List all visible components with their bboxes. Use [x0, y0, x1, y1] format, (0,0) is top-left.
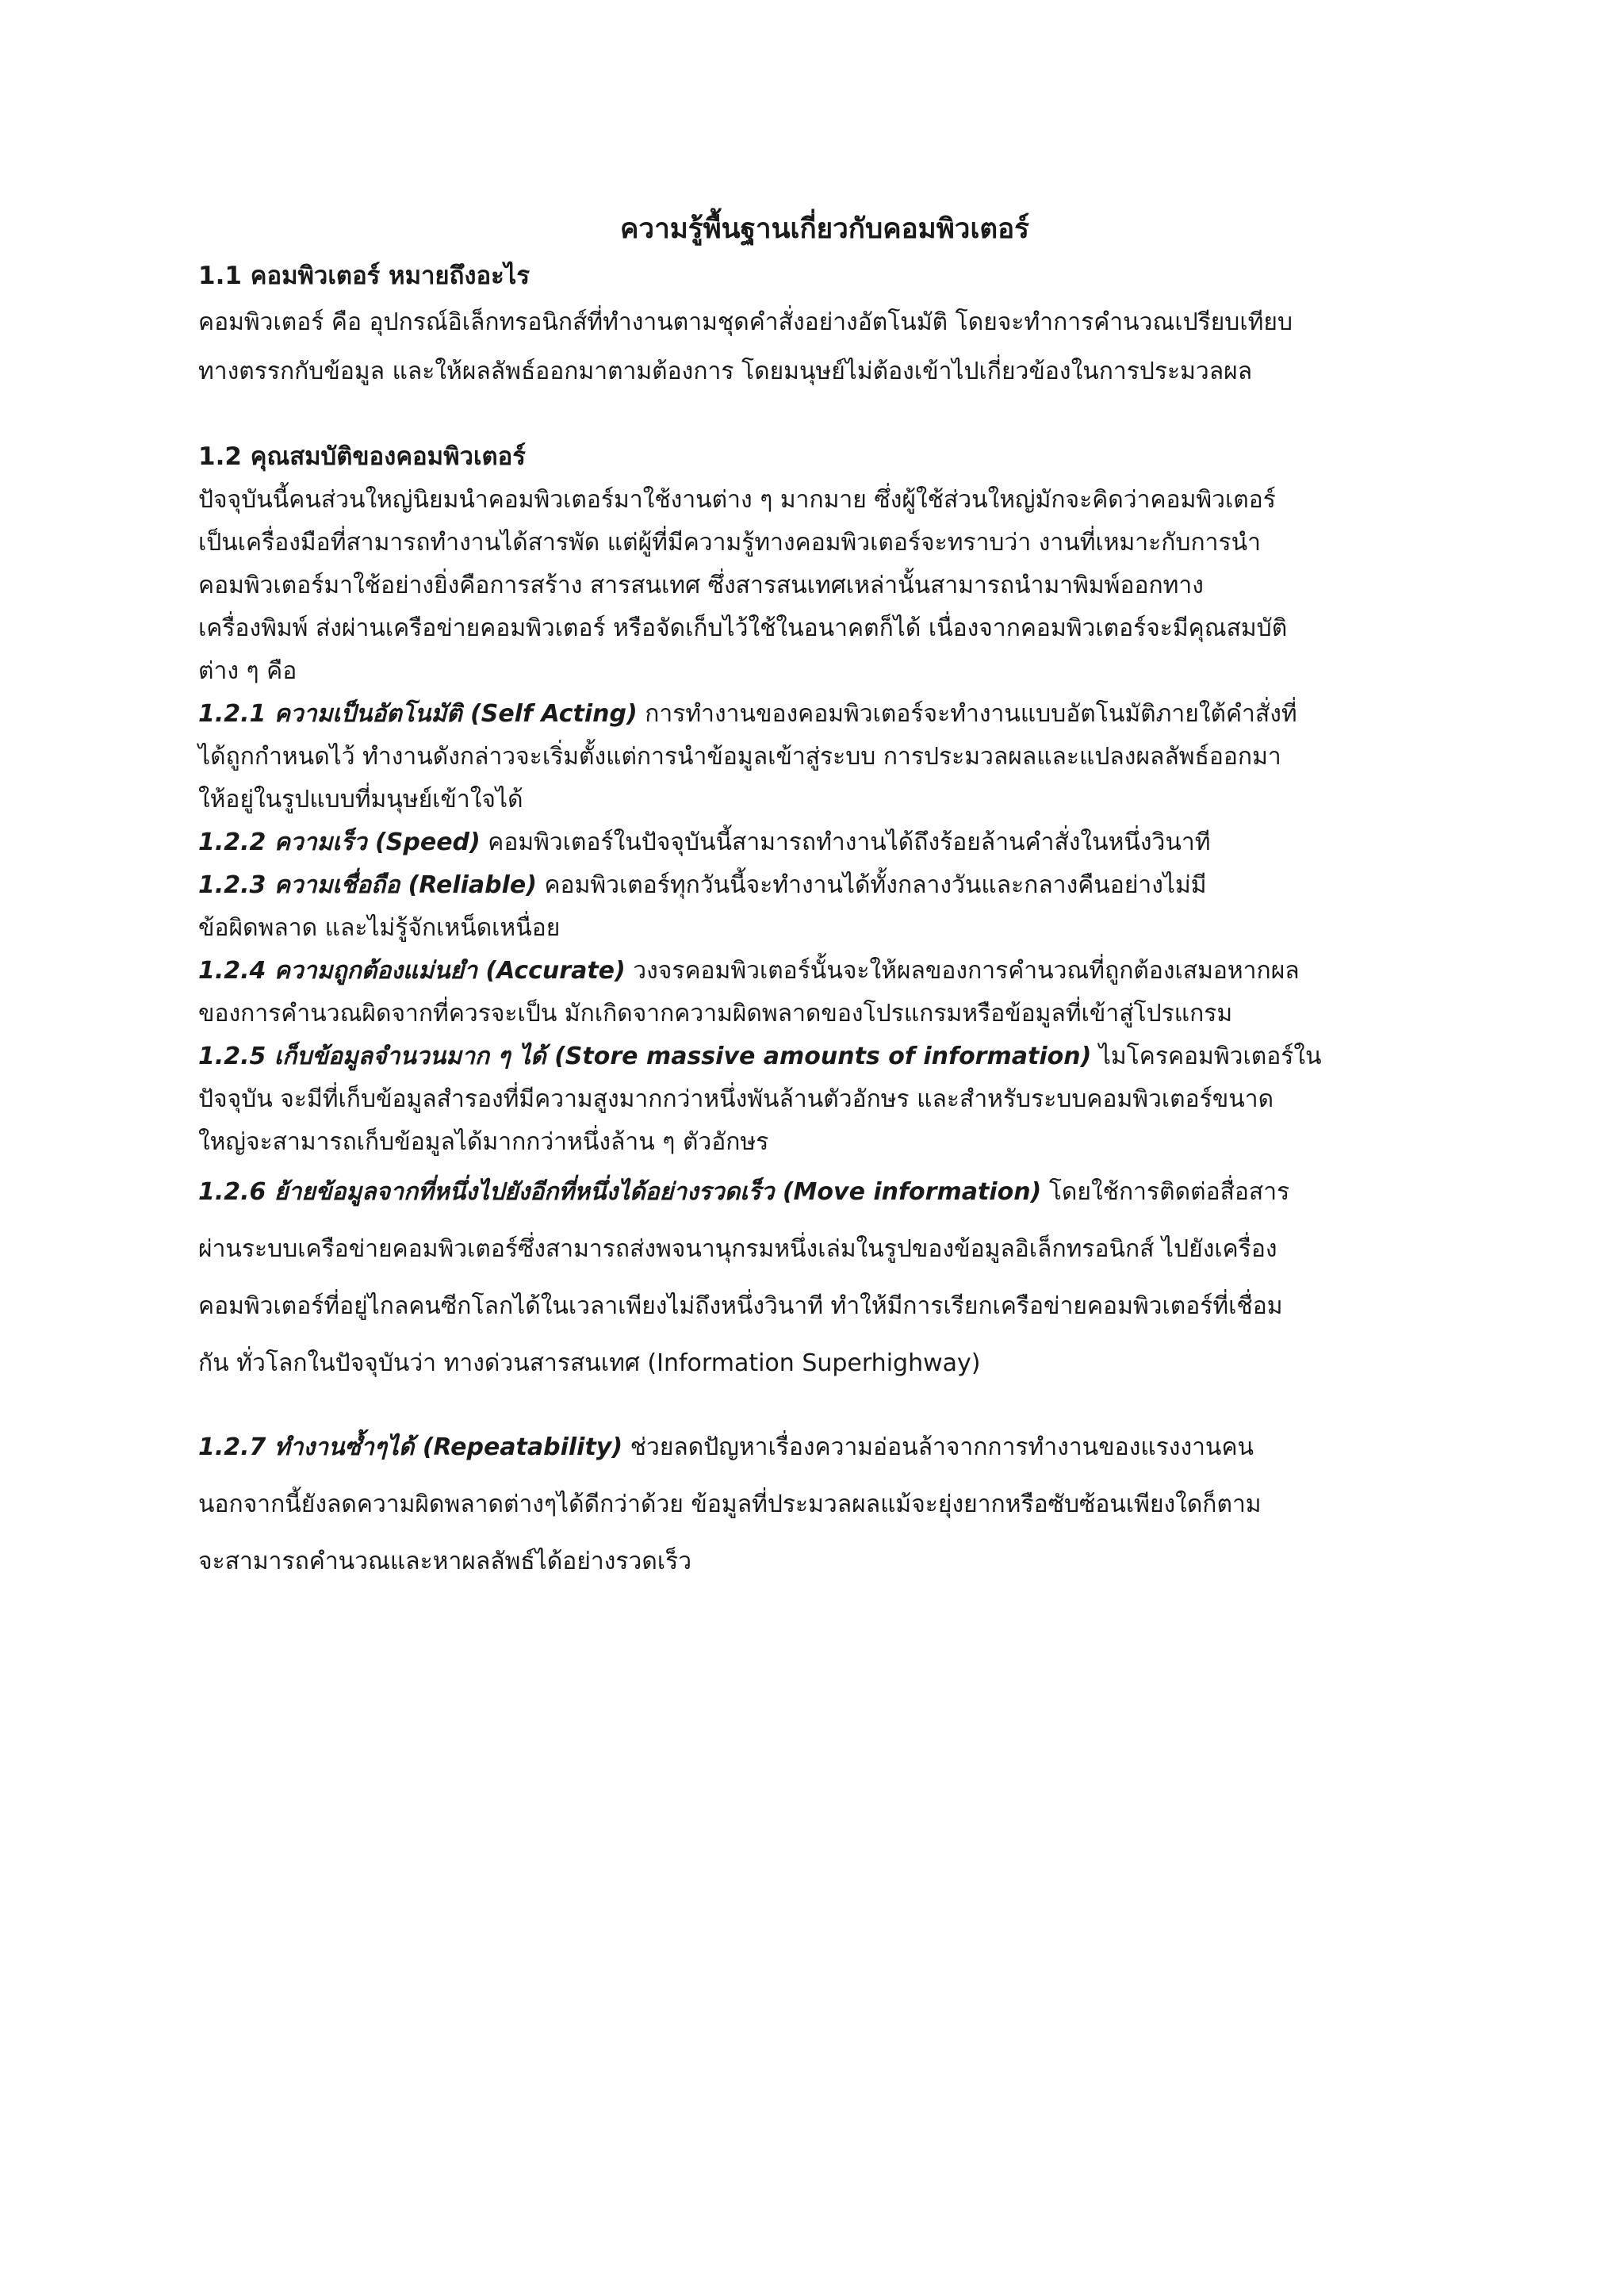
property-1-2-6: [198, 1164, 1451, 1392]
property-text: คอมพิวเตอร์ในปัจจุบันนี้สามารถทำงานได้ถึงร้อยล้านคำสั่งในหนึ่งวินาที: [480, 828, 1211, 856]
paragraph-line: ใหญ่จะสามารถเก็บข้อมูลได้มากกว่าหนึ่งล้าน ๆ ตัวอักษร: [198, 1128, 769, 1156]
property-1-2-4: [198, 950, 1451, 1035]
property-text: โดยใช้การติดต่อสื่อสาร: [1041, 1178, 1290, 1206]
paragraph-line: ปัจจุบัน จะมีที่เก็บข้อมูลสำรองที่มีความสูงมากกว่าหนึ่งพันล้านตัวอักษร และสำหรับระบบคอมพิวเตอร์ขนาด: [198, 1085, 1274, 1113]
property-lead: 1.2.5 เก็บข้อมูลจำนวนมาก ๆ ได้ (Store massive amounts of information): [198, 1043, 1092, 1070]
property-1-2-5: [198, 1035, 1451, 1164]
property-first-line: [198, 1035, 1451, 1078]
document-title: ความรู้พื้นฐานเกี่ยวกับคอมพิวเตอร์: [620, 213, 1029, 245]
property-first-line: [198, 1164, 1451, 1221]
paragraph-line: เป็นเครื่องมือที่สามารถทำงานได้สารพัด แต่ผู้ที่มีความรู้ทางคอมพิวเตอร์จะทราบว่า งานที่เหมาะกับการนำ: [198, 529, 1261, 557]
property-lead: 1.2.2 ความเร็ว (Speed): [198, 828, 481, 856]
paragraph-line: นอกจากนี้ยังลดความผิดพลาดต่างๆได้ดีกว่าด้วย ข้อมูลที่ประมวลผลแม้จะยุ่งยากหรือซับซ้อนเพียงใดก็ตาม: [198, 1490, 1262, 1518]
property-first-line: [198, 693, 1451, 736]
section-heading-1-1: 1.1 คอมพิวเตอร์ หมายถึงอะไร: [198, 262, 530, 290]
property-first-line: [198, 950, 1451, 993]
property-first-line: [198, 821, 1451, 864]
property-lead: 1.2.3 ความเชื่อถือ (Reliable): [198, 871, 537, 899]
paragraph-line: กัน ทั่วโลกในปัจจุบันว่า ทางด่วนสารสนเทศ (Information Superhighway): [198, 1349, 981, 1377]
paragraph-line: ต่าง ๆ คือ: [198, 657, 297, 685]
paragraph-line: ของการคำนวณผิดจากที่ควรจะเป็น มักเกิดจากความผิดพลาดของโปรแกรมหรือข้อมูลที่เข้าสู่โปรแกรม: [198, 1000, 1233, 1027]
property-1-2-3: [198, 864, 1451, 950]
paragraph-line: คอมพิวเตอร์ คือ อุปกรณ์อิเล็กทรอนิกส์ที่ทำงานตามชุดคำสั่งอย่างอัตโนมัติ โดยจะทำการคำนวณเปรียบเทียบ: [198, 308, 1293, 336]
paragraph-line: ผ่านระบบเครือข่ายคอมพิวเตอร์ซึ่งสามารถส่งพจนานุกรมหนึ่งเล่มในรูปของข้อมูลอิเล็กทรอนิกส์ ไปยังเครื่อง: [198, 1235, 1277, 1263]
paragraph-line: จะสามารถคำนวณและหาผลลัพธ์ได้อย่างรวดเร็ว: [198, 1548, 692, 1575]
property-1-2-7: [198, 1419, 1451, 1590]
property-lead: 1.2.7 ทำงานซ้ำๆได้ (Repeatability): [198, 1433, 623, 1461]
property-first-line: [198, 1419, 1451, 1476]
property-lead: 1.2.1 ความเป็นอัตโนมัติ (Self Acting): [198, 700, 638, 728]
property-text: การทำงานของคอมพิวเตอร์จะทำงานแบบอัตโนมัติภายใต้คำสั่งที่: [637, 700, 1297, 728]
paragraph-1-2: [198, 479, 1451, 693]
property-text: ไมโครคอมพิวเตอร์ใน: [1091, 1043, 1322, 1070]
paragraph-line: คอมพิวเตอร์ที่อยู่ไกลคนซีกโลกได้ในเวลาเพียงไม่ถึงหนึ่งวินาที ทำให้มีการเรียกเครือข่ายคอมพิวเตอร์ที่เชื่อม: [198, 1292, 1283, 1320]
paragraph-gap: [198, 1392, 1451, 1419]
property-text: วงจรคอมพิวเตอร์นั้นจะให้ผลของการคำนวณที่ถูกต้องเสมอหากผล: [625, 957, 1300, 985]
section-gap: [198, 396, 1451, 434]
paragraph-line: เครื่องพิมพ์ ส่งผ่านเครือข่ายคอมพิวเตอร์ หรือจัดเก็บไว้ใช้ในอนาคตก็ได้ เนื่องจากคอมพิวเตอร์จะมีคุณสมบัติ: [198, 614, 1288, 642]
property-lead: 1.2.6 ย้ายข้อมูลจากที่หนึ่งไปยังอีกที่หนึ่งได้อย่างรวดเร็ว (Move information): [198, 1178, 1042, 1206]
paragraph-1-1: [198, 298, 1451, 396]
paragraph-line: ทางตรรกกับข้อมูล และให้ผลลัพธ์ออกมาตามต้องการ โดยมนุษย์ไม่ต้องเข้าไปเกี่ยวข้องในการประมวลผล: [198, 358, 1253, 385]
section-heading-1-2: 1.2 คุณสมบัติของคอมพิวเตอร์: [198, 442, 526, 471]
paragraph-line: คอมพิวเตอร์มาใช้อย่างยิ่งคือการสร้าง สารสนเทศ ซึ่งสารสนเทศเหล่านั้นสามารถนำมาพิมพ์ออกทาง: [198, 572, 1204, 599]
document-page: [198, 205, 1451, 1590]
paragraph-line: ข้อผิดพลาด และไม่รู้จักเหน็ดเหนื่อย: [198, 914, 561, 942]
property-text: ช่วยลดปัญหาเรื่องความอ่อนล้าจากการทำงานของแรงงานคน: [622, 1433, 1254, 1461]
property-first-line: [198, 864, 1451, 907]
property-lead: 1.2.4 ความถูกต้องแม่นยำ (Accurate): [198, 957, 626, 985]
property-1-2-1: [198, 693, 1451, 821]
paragraph-line: ให้อยู่ในรูปแบบที่มนุษย์เข้าใจได้: [198, 786, 523, 813]
property-text: คอมพิวเตอร์ทุกวันนี้จะทำงานได้ทั้งกลางวันและกลางคืนอย่างไม่มี: [536, 871, 1207, 899]
property-1-2-2: [198, 821, 1451, 864]
paragraph-line: ได้ถูกกำหนดไว้ ทำงานดังกล่าวจะเริ่มตั้งแต่การนำข้อมูลเข้าสู่ระบบ การประมวลผลและแปลงผลลัพธ์ออกมา: [198, 743, 1281, 771]
paragraph-line: ปัจจุบันนี้คนส่วนใหญ่นิยมนำคอมพิวเตอร์มาใช้งานต่าง ๆ มากมาย ซึ่งผู้ใช้ส่วนใหญ่มักจะคิดว่าคอมพิวเตอร์: [198, 486, 1276, 514]
